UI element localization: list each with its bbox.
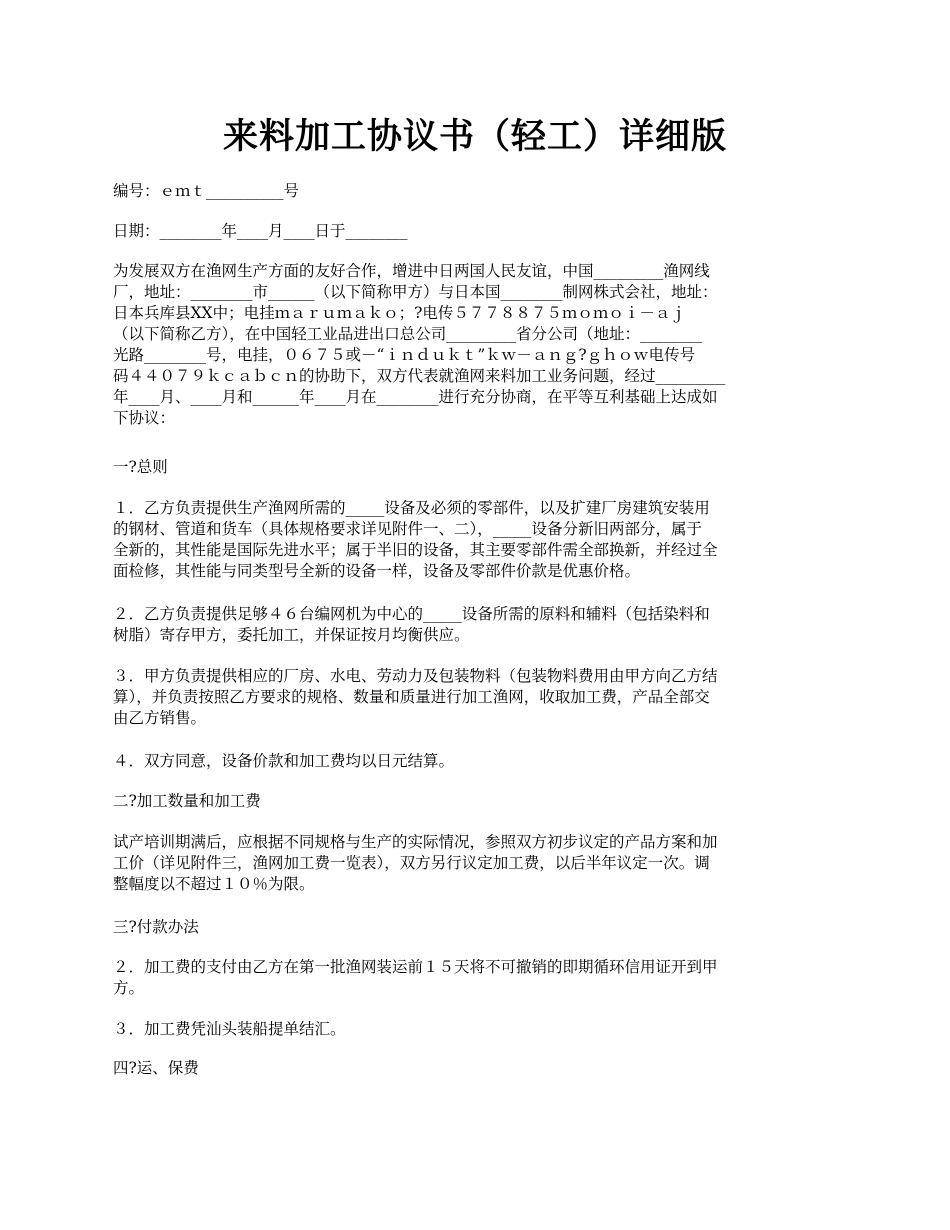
text-line: 方。: [113, 979, 145, 997]
text-line: 面检修，其性能与同类型号全新的设备一样，设备及零部件价款是优惠价格。: [113, 562, 641, 580]
text-line: 工价（详见附件三，渔网加工费一览表），双方另行议定加工费，以后半年议定一次。调: [113, 854, 710, 872]
document-title: 来料加工协议书（轻工）详细版: [222, 116, 727, 157]
text-line: 树脂）寄存甲方，委托加工，并保证按月均衡供应。: [113, 626, 470, 644]
clause-3: [113, 666, 841, 729]
text-line: 光路________号，电挂，０６７５或－“ｉｎｄｕｋｔ”ｋｗ－ａｎｇ?ｇｈｏｗ电传号: [113, 346, 696, 364]
text-line: 的钢材、管道和货车（具体规格要求详见附件一、二），_____设备分新旧两部分，属于: [113, 520, 703, 538]
text-line: 全新的，其性能是国际先进水平；属于半旧的设备，其主要零部件需全部换新，并经过全: [113, 541, 718, 559]
payment-clause-3: ３．加工费凭汕头装船提单结汇。: [113, 1020, 346, 1038]
section-heading-processing-fee: 二?加工数量和加工费: [113, 792, 261, 810]
document-number: 编号：ｅｍｔ__________号: [113, 182, 300, 200]
text-line: 由乙方销售。: [113, 709, 207, 727]
clause-1: [113, 498, 841, 582]
payment-clause-2: [113, 957, 841, 999]
text-line: 试产培训期满后，应根据不同规格与生产的实际情况，参照双方初步议定的产品方案和加: [113, 833, 718, 851]
text-line: 整幅度以不超过１０％为限。: [113, 875, 315, 893]
preamble-paragraph: [113, 261, 841, 429]
text-line: 日本兵库县XX中；电挂ｍａｒｕｍａｋｏ；?电传５７７８８７５ｍｏｍｏｉ－ａｊ: [113, 304, 686, 322]
text-line: 厂，地址：________市______（以下简称甲方）与日本国________制网株式会社，地址：: [113, 283, 718, 301]
text-line: 码４４０７９ｋｃａｂｃｎ的协助下，双方代表就渔网来料加工业务问题，经过_________: [113, 367, 726, 385]
section-heading-payment: 三?付款办法: [113, 918, 199, 936]
section-heading-general: 一?总则: [113, 458, 168, 476]
text-line: ２．加工费的支付由乙方在第一批渔网装运前１５天将不可撤销的即期循环信用证开到甲: [113, 958, 718, 976]
text-line: 算），并负责按照乙方要求的规格、数量和质量进行加工渔网，收取加工费，产品全部交: [113, 688, 710, 706]
clause-2: [113, 604, 841, 646]
text-line: １．乙方负责提供生产渔网所需的_____设备及必须的零部件，以及扩建厂房建筑安装用: [113, 499, 710, 517]
section-heading-shipping: 四?运、保费: [113, 1059, 199, 1077]
text-line: ２．乙方负责提供足够４６台编网机为中心的_____设备所需的原料和辅料（包括染料和: [113, 605, 710, 623]
text-line: 年____月、____月和______年____月在________进行充分协商，在平等互利基础上达成如: [113, 388, 718, 406]
text-line: ３．甲方负责提供相应的厂房、水电、劳动力及包装物料（包装物料费用由甲方向乙方结: [113, 667, 718, 685]
clause-4: ４．双方同意，设备价款和加工费均以日元结算。: [113, 752, 455, 770]
text-line: （以下简称乙方），在中国轻工业品进出口总公司_________省分公司（地址：________: [113, 325, 703, 343]
text-line: 下协议：: [113, 409, 176, 427]
text-line: 为发展双方在渔网生产方面的友好合作，增进中日两国人民友谊，中国_________渔网线: [113, 262, 710, 280]
document-date: 日期：________年____月____日于________: [113, 222, 408, 240]
processing-fee-paragraph: [113, 832, 841, 895]
